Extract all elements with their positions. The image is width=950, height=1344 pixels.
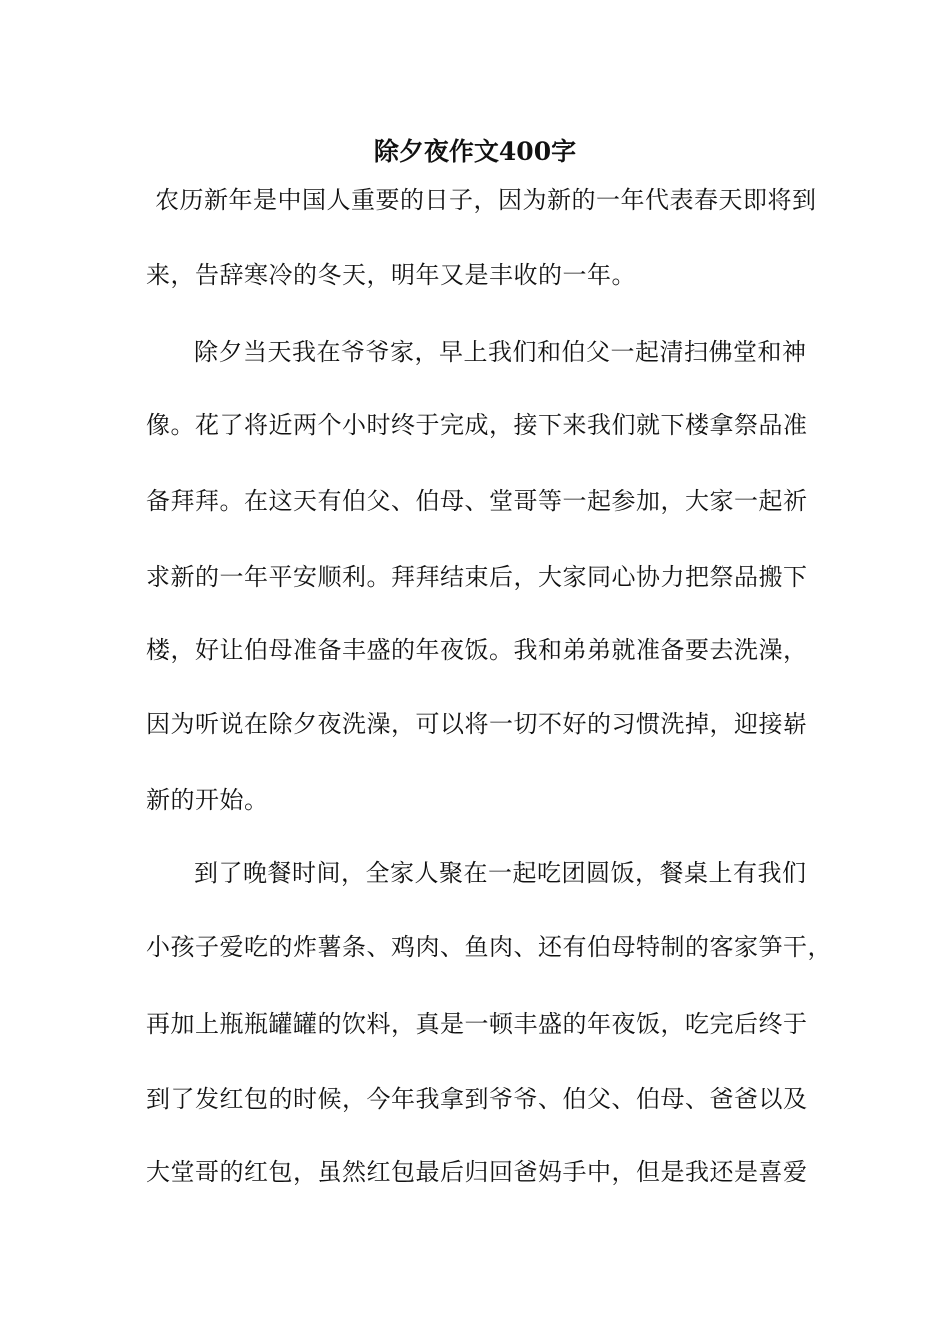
paragraph-line: 到了晚餐时间，全家人聚在一起吃团圆饭，餐桌上有我们 <box>194 859 807 887</box>
paragraph-line: 来，告辞寒冷的冬天，明年又是丰收的一年。 <box>146 261 636 289</box>
paragraph-line: 小孩子爱吃的炸薯条、鸡肉、鱼肉、还有伯母特制的客家笋干， <box>146 933 832 961</box>
paragraph-line: 像。花了将近两个小时终于完成，接下来我们就下楼拿祭品准 <box>146 411 808 439</box>
document-title: 除夕夜作文400字 <box>373 137 577 166</box>
paragraph-line: 备拜拜。在这天有伯父、伯母、堂哥等一起参加，大家一起祈 <box>146 487 808 515</box>
paragraph-line: 大堂哥的红包，虽然红包最后归回爸妈手中，但是我还是喜爱 <box>146 1158 808 1186</box>
paragraph-line: 求新的一年平安顺利。拜拜结束后，大家同心协力把祭品搬下 <box>146 563 808 591</box>
paragraph-line: 农历新年是中国人重要的日子，因为新的一年代表春天即将到 <box>155 186 817 214</box>
paragraph-line: 因为听说在除夕夜洗澡，可以将一切不好的习惯洗掉，迎接崭 <box>146 710 808 738</box>
paragraph-line: 到了发红包的时候，今年我拿到爷爷、伯父、伯母、爸爸以及 <box>146 1085 808 1113</box>
paragraph-line: 新的开始。 <box>146 786 269 814</box>
paragraph-line: 楼，好让伯母准备丰盛的年夜饭。我和弟弟就准备要去洗澡， <box>146 636 808 664</box>
paragraph-line: 再加上瓶瓶罐罐的饮料，真是一顿丰盛的年夜饭，吃完后终于 <box>146 1010 808 1038</box>
paragraph-line: 除夕当天我在爷爷家，早上我们和伯父一起清扫佛堂和神 <box>194 338 807 366</box>
